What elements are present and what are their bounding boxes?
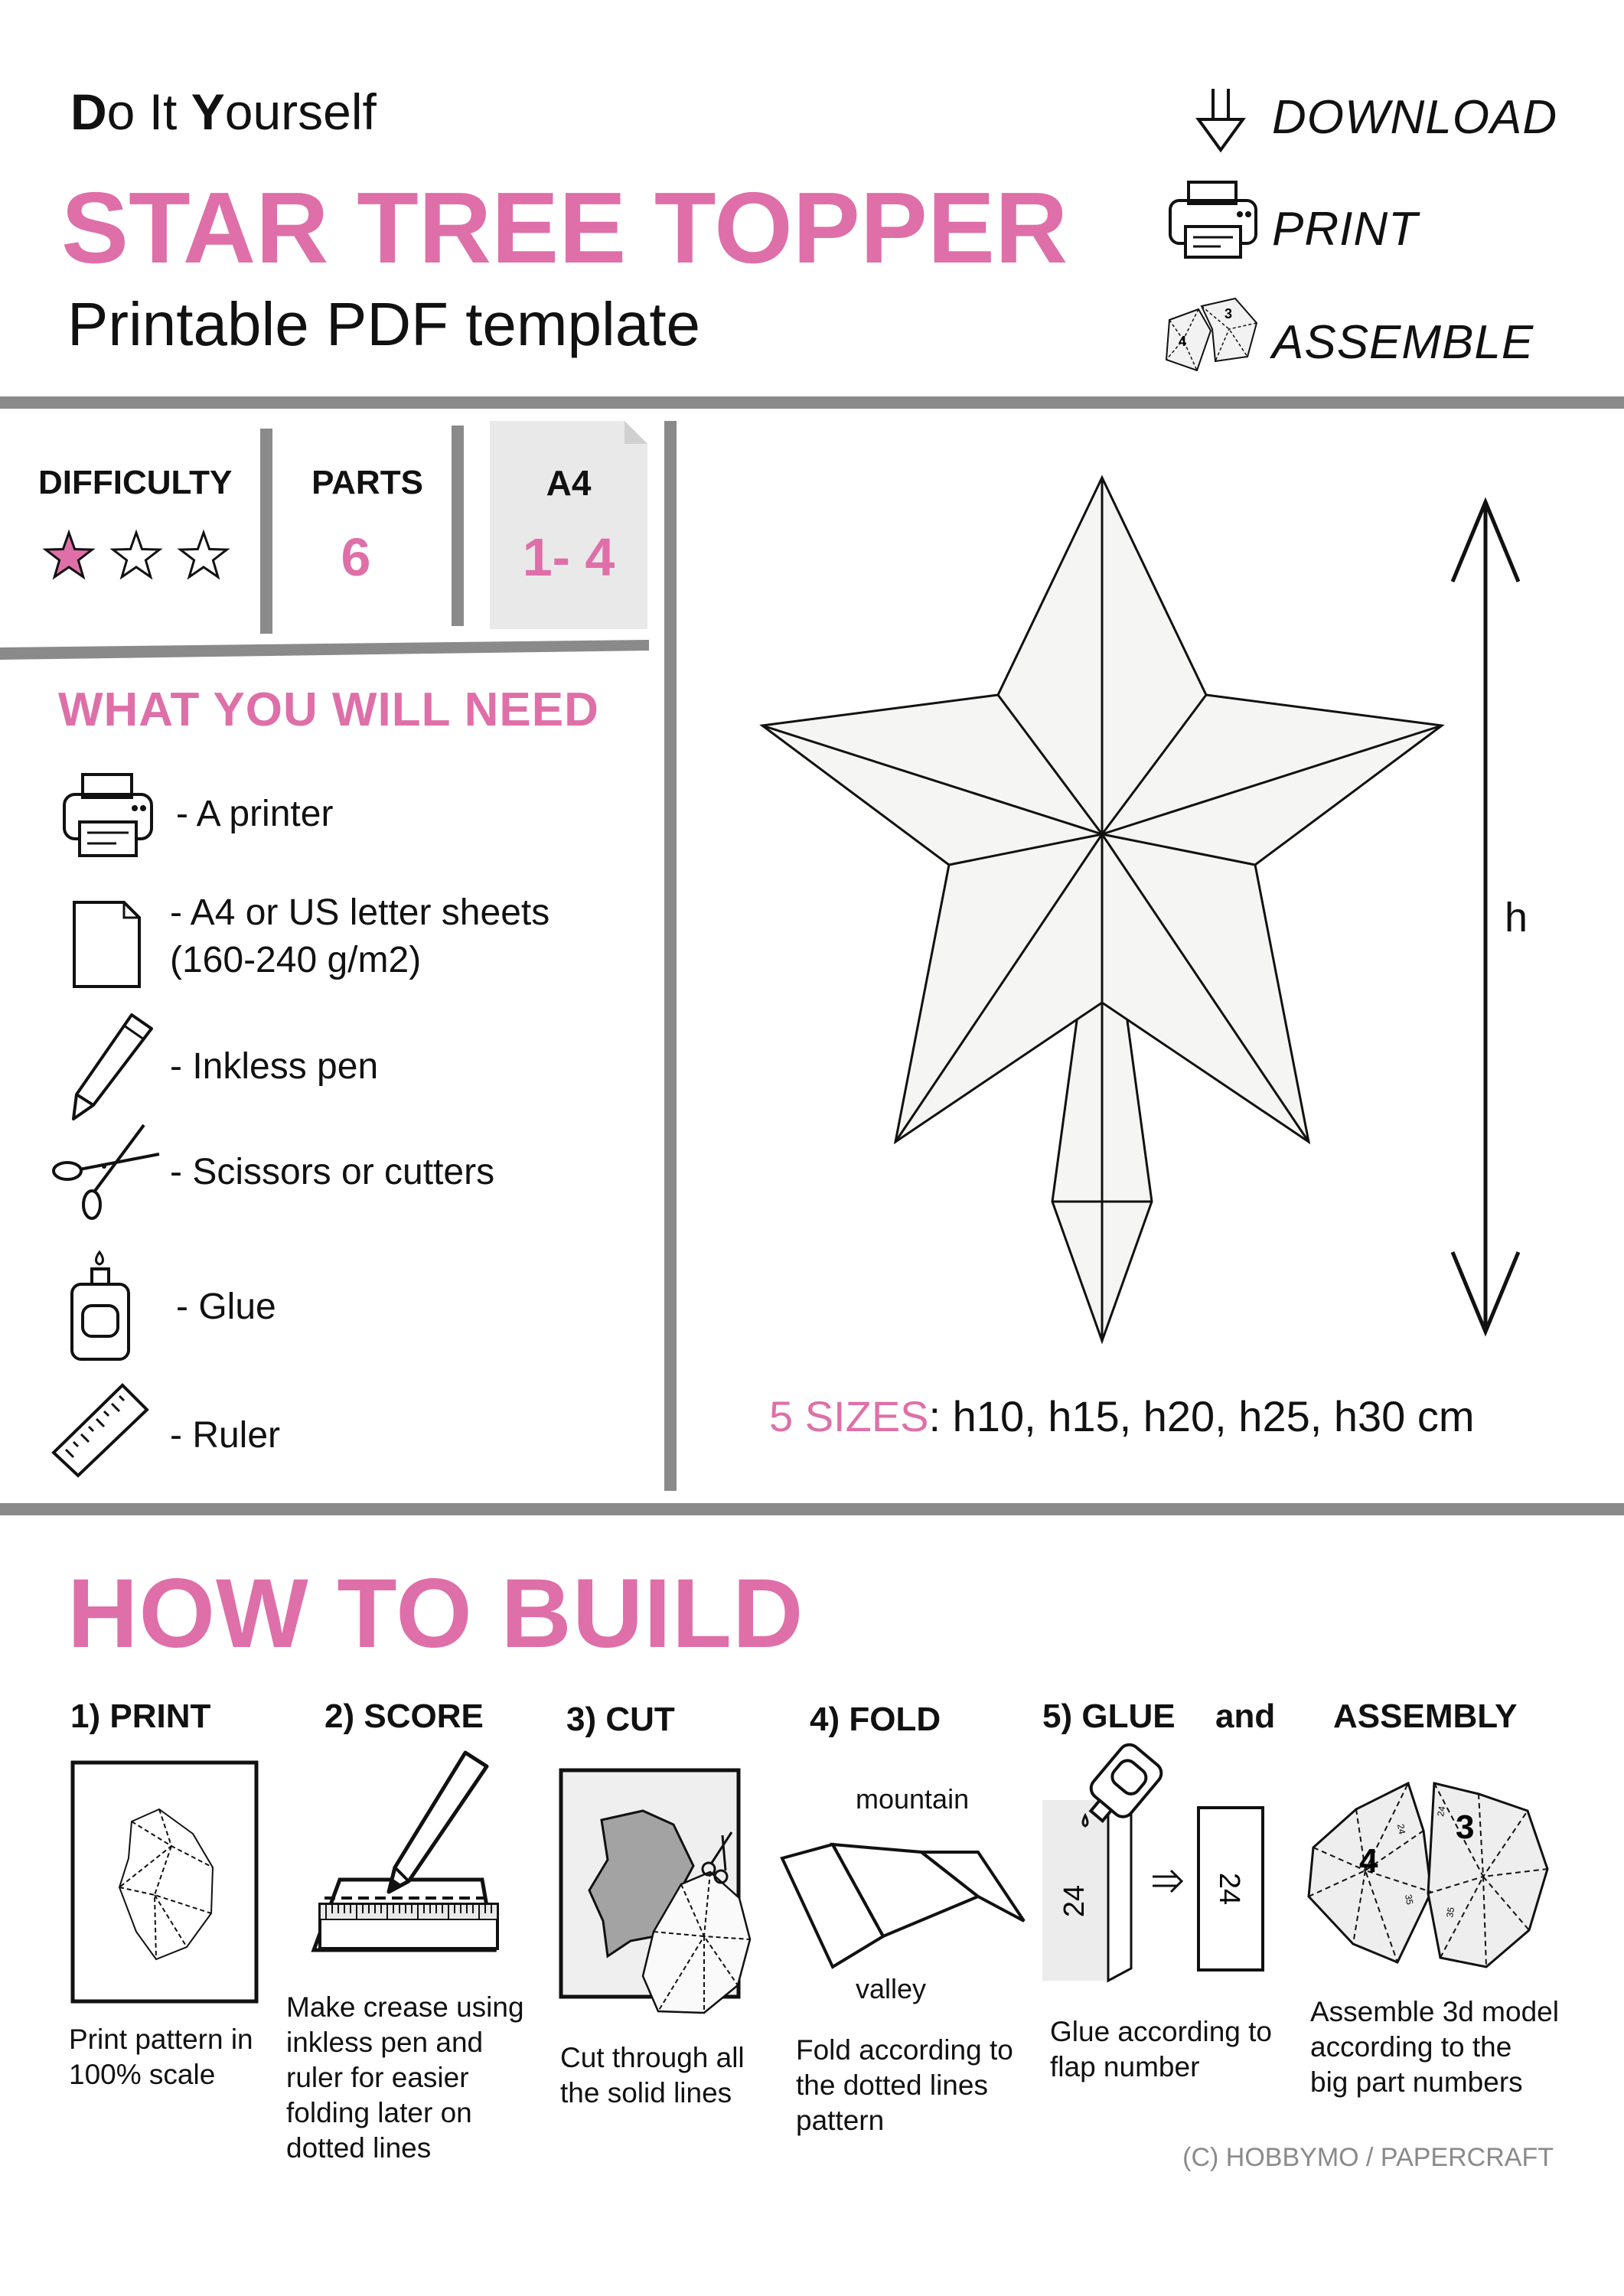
step-2-desc-line: inkless pen and <box>286 2027 484 2058</box>
step-6-desc-line: according to the <box>1310 2031 1512 2063</box>
step-5-desc-line: flap number <box>1050 2051 1200 2082</box>
fold-valley-label: valley <box>856 1973 927 2004</box>
star-topper-illustration <box>758 475 1446 1347</box>
step-2-desc <box>286 1990 524 2166</box>
need-printer: - A printer <box>176 794 334 834</box>
fold-mountain-label: mountain <box>856 1783 970 1815</box>
svg-text:35: 35 <box>1403 1893 1416 1906</box>
step-5-title: 5) GLUE <box>1042 1698 1176 1735</box>
step-3-desc-line: Cut through all <box>560 2042 745 2073</box>
step-print: PRINT <box>1272 203 1418 256</box>
need-paper-line-2: (160-240 g/m2) <box>170 940 422 980</box>
svg-text:4: 4 <box>1359 1842 1378 1880</box>
svg-text:24: 24 <box>1435 1805 1448 1818</box>
step-2-desc-line: dotted lines <box>286 2132 432 2164</box>
score-step-illustration <box>294 1746 516 1984</box>
needs-title: WHAT YOU WILL NEED <box>58 683 599 736</box>
step-2-desc-line: Make crease using <box>286 1991 524 2023</box>
svg-text:35: 35 <box>1444 1906 1457 1919</box>
svg-text:24: 24 <box>1395 1823 1408 1835</box>
parts-label: PARTS <box>311 464 423 501</box>
star-empty-icon <box>181 533 227 577</box>
svg-text:4: 4 <box>1179 334 1187 349</box>
printer-icon <box>61 771 155 862</box>
step-4-desc-line: pattern <box>796 2105 885 2136</box>
need-paper <box>170 889 549 984</box>
need-paper-line-1: - A4 or US letter sheets <box>170 892 550 933</box>
how-to-title: HOW TO BUILD <box>67 1559 804 1668</box>
spec-divider-1 <box>260 429 272 634</box>
paper-sheet-icon <box>72 900 142 989</box>
step-5-desc-line: Glue according to <box>1050 2016 1273 2047</box>
step-and: and <box>1215 1698 1276 1735</box>
difficulty-stars <box>38 525 237 586</box>
step-download: DOWNLOAD <box>1272 91 1558 144</box>
specs-divider <box>0 640 649 660</box>
sizes-values: : h10, h15, h20, h25, h30 cm <box>928 1392 1475 1440</box>
diy-heading: Do It Yourself <box>70 83 377 140</box>
copyright: (C) HOBBYMO / PAPERCRAFT <box>1182 2143 1554 2172</box>
step-6-desc-line: big part numbers <box>1310 2066 1523 2098</box>
paper-label: A4 <box>546 463 592 503</box>
glue-bottle-icon <box>67 1249 136 1362</box>
column-divider <box>664 421 677 1491</box>
svg-text:24: 24 <box>1058 1884 1091 1918</box>
step-4-desc-line: the dotted lines <box>796 2069 988 2101</box>
star-filled-icon <box>46 533 93 577</box>
step-assemble: ASSEMBLE <box>1272 316 1534 369</box>
step-4-title: 4) FOLD <box>810 1701 941 1738</box>
scissors-icon <box>47 1119 162 1225</box>
pen-icon <box>66 1012 158 1124</box>
sizes-text <box>769 1391 1475 1441</box>
page-subtitle: Printable PDF template <box>67 290 701 358</box>
sizes-prefix: 5 SIZES <box>769 1392 929 1440</box>
step-6-title: ASSEMBLY <box>1333 1698 1518 1735</box>
svg-text:3: 3 <box>1225 306 1233 321</box>
glue-step-illustration <box>1042 1739 1272 1984</box>
paper-value: 1- 4 <box>522 527 615 587</box>
step-1-desc-line: 100% scale <box>69 2059 216 2090</box>
step-6-desc-line: Assemble 3d model <box>1310 1996 1559 2027</box>
header-divider <box>0 396 1624 409</box>
need-glue: - Glue <box>176 1287 276 1327</box>
step-4-desc-line: Fold according to <box>796 2034 1013 2066</box>
step-3-title: 3) CUT <box>566 1701 675 1738</box>
svg-text:24: 24 <box>1213 1872 1245 1906</box>
printer-icon <box>1167 179 1259 263</box>
spec-divider-2 <box>452 426 464 626</box>
step-2-desc-line: folding later on <box>286 2097 472 2128</box>
step-1-title: 1) PRINT <box>70 1698 211 1735</box>
need-pen: - Inkless pen <box>170 1046 379 1087</box>
step-2-desc-line: ruler for easier <box>286 2062 469 2093</box>
height-label: h <box>1505 895 1528 941</box>
section-divider <box>0 1503 1624 1515</box>
download-arrow-icon <box>1194 86 1247 155</box>
step-3-desc <box>560 2040 745 2111</box>
step-6-desc <box>1310 1994 1559 2100</box>
step-5-desc <box>1050 2014 1272 2085</box>
step-1-desc-line: Print pattern in <box>69 2024 253 2055</box>
difficulty-label: DIFFICULTY <box>38 464 233 501</box>
fold-step-illustration <box>776 1829 1029 1982</box>
assembly-step-illustration <box>1306 1780 1552 1970</box>
step-1-desc <box>69 2022 253 2092</box>
paper-box <box>490 421 647 629</box>
need-scissors: - Scissors or cutters <box>170 1152 495 1192</box>
step-2-title: 2) SCORE <box>324 1698 484 1735</box>
papercraft-parts-icon <box>1162 295 1263 380</box>
star-empty-icon <box>113 533 160 577</box>
need-ruler: - Ruler <box>170 1415 281 1456</box>
page-title: STAR TREE TOPPER <box>61 171 1068 284</box>
step-4-desc <box>796 2033 1013 2138</box>
step-3-desc-line: the solid lines <box>560 2077 732 2108</box>
print-step-illustration <box>70 1760 259 2004</box>
svg-text:3: 3 <box>1456 1808 1475 1846</box>
parts-value: 6 <box>341 527 371 587</box>
cut-step-illustration <box>559 1768 758 2020</box>
ruler-icon <box>51 1382 150 1479</box>
